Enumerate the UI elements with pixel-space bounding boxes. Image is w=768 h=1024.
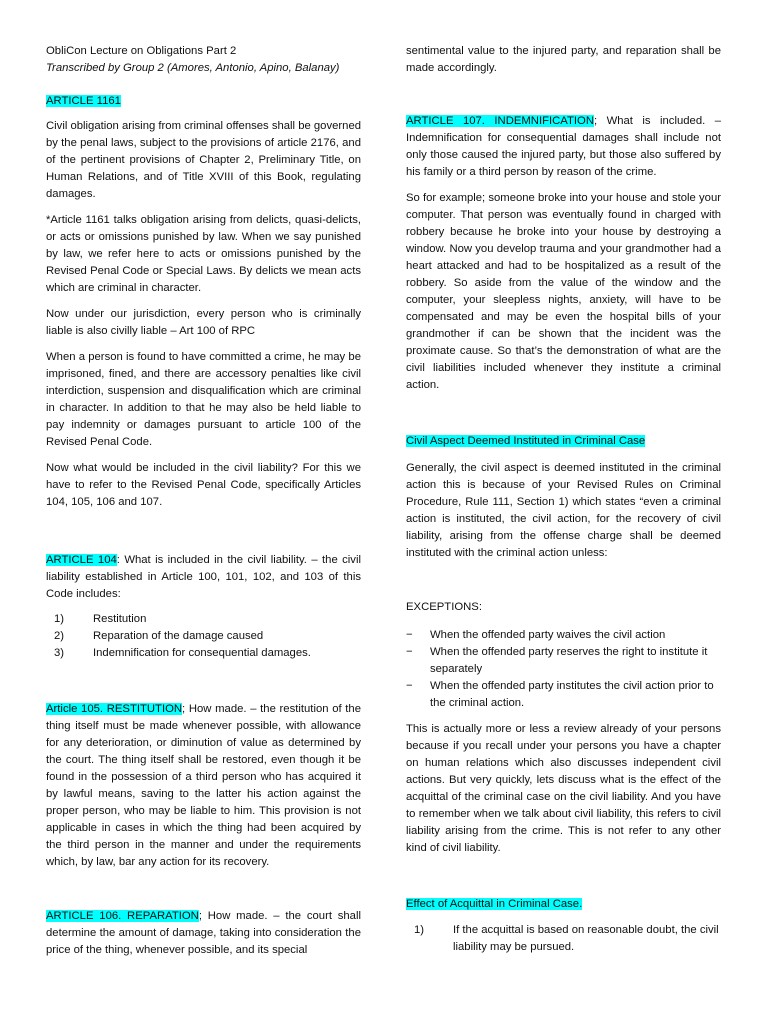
dash-bullet: − bbox=[406, 646, 413, 658]
list-number: 2) bbox=[54, 630, 65, 642]
dash-bullet: − bbox=[406, 629, 413, 641]
article-106-paragraph bbox=[46, 908, 361, 959]
list-text: When the offended party reserves the right to institute it separately bbox=[430, 646, 708, 675]
list-text: Indemnification for consequential damages. bbox=[93, 647, 311, 659]
article-104-section bbox=[46, 552, 361, 662]
article-107-text: ; What is included. – Indemnification for consequential damages shall include not only those caused the injured party, but those also suffered by his family or a third person by reason of the crime. bbox=[406, 115, 721, 178]
article-105-section bbox=[46, 701, 361, 880]
list-item bbox=[406, 644, 721, 678]
list-text: When the offended party waives the civil action bbox=[430, 629, 666, 641]
article-107-paragraph bbox=[406, 113, 721, 181]
list-text: Restitution bbox=[93, 613, 147, 625]
list-text: If the acquittal is based on reasonable doubt, the civil liability may be pursued. bbox=[453, 924, 719, 953]
list-number: 3) bbox=[54, 647, 65, 659]
article-105-label: Article 105. RESTITUTION bbox=[46, 703, 183, 715]
article-106-text: ; How made. – the court shall determine the amount of damage, taking into consideration the price of the thing, whenever possible, and its special bbox=[46, 910, 361, 956]
list-number: 1) bbox=[54, 613, 65, 625]
list-item bbox=[46, 645, 361, 662]
article-107-label: ARTICLE 107. INDEMNIFICATION bbox=[406, 115, 594, 127]
list-text: When the offended party institutes the civil action prior to the criminal action. bbox=[430, 680, 714, 709]
article-1161-heading: ARTICLE 1161 bbox=[46, 95, 121, 107]
exceptions-list bbox=[406, 627, 721, 712]
note-paragraph-4: Now what would be included in the civil liability? For this we have to refer to the Revised Penal Code, specifically Articles 104, 105, 106 and 107. bbox=[46, 462, 361, 508]
article-106-continuation bbox=[406, 43, 721, 86]
article-106-label: ARTICLE 106. REPARATION bbox=[46, 910, 199, 922]
acquittal-section bbox=[406, 896, 721, 913]
list-item bbox=[46, 628, 361, 645]
article-105-paragraph bbox=[46, 701, 361, 871]
left-body-1 bbox=[46, 118, 361, 520]
acquittal-heading: Effect of Acquittal in Criminal Case. bbox=[406, 898, 583, 910]
article-107-section bbox=[406, 113, 721, 403]
article-104-paragraph bbox=[46, 552, 361, 603]
article-104-text: : What is included in the civil liability. – the civil liability established in Article 100, 101, 102, and 103 of this Code includes: bbox=[46, 554, 361, 600]
document-subtitle: Transcribed by Group 2 (Amores, Antonio, Apino, Balanay) bbox=[46, 62, 340, 74]
article-106-cont-text: sentimental value to the injured party, and reparation shall be made accordingly. bbox=[406, 45, 721, 74]
article-106-section bbox=[46, 908, 361, 968]
document-title: ObliCon Lecture on Obligations Part 2 bbox=[46, 45, 237, 57]
civil-aspect-heading: Civil Aspect Deemed Instituted in Criminal Case bbox=[406, 435, 646, 447]
review-paragraph: This is actually more or less a review already of your persons because if you recall under your persons you have a chapter on human relations which also discusses independent civil actions. But very quickly, lets discuss what is the effect of the acquittal of the criminal case on the civil liability. And you have to remember when we talk about civil liability, this refers to civil liability arising from the crime. This is not refer to any other kind of civil liability. bbox=[406, 723, 721, 854]
civil-aspect-body bbox=[406, 460, 721, 571]
civil-aspect-section bbox=[406, 433, 721, 450]
document-header bbox=[46, 43, 366, 77]
example-paragraph: So for example; someone broke into your house and stole your computer. That person was eventually found in charged with robbery because he broke into your house by destroying a window. Now you develop trauma and your grandmother had a heart attacked and had to be hospitalized as a result of the robbery. So aside from the value of the window and the computer, your sleepless nights, anxiety, will have to be compensated and may be even the hospital bills of your grandmother if can be shown that the incident was the proximate cause. So that’s the demonstration of what are the civil liabilities included whenever they institute a criminal action. bbox=[406, 192, 721, 391]
list-item bbox=[406, 627, 721, 644]
note-paragraph-2: Now under our jurisdiction, every person who is criminally liable is also civilly liable – Art 100 of RPC bbox=[46, 308, 361, 337]
acquittal-list-wrap bbox=[406, 922, 721, 956]
list-text: Reparation of the damage caused bbox=[93, 630, 264, 642]
list-item bbox=[46, 611, 361, 628]
note-paragraph-1: *Article 1161 talks obligation arising from delicts, quasi-delicts, or acts or omissions punished by law. When we say punished by law, we refer here to acts or omissions punished by the Revised Penal Code or Special Laws. By delicts we mean acts which are criminal in character. bbox=[46, 214, 361, 294]
list-item bbox=[406, 922, 721, 956]
list-item bbox=[406, 678, 721, 712]
list-number: 1) bbox=[414, 924, 425, 936]
exceptions-section bbox=[406, 599, 721, 712]
article-104-list bbox=[46, 611, 361, 662]
note-paragraph-3: When a person is found to have committed a crime, he may be imprisoned, fined, and there are accessory penalties like civil interdiction, suspension and disqualification which are criminal in character. In addition to that he may also be held liable to pay indemnity or damages pursuant to article 100 of the Revised Penal Code. bbox=[46, 351, 361, 448]
article-105-text: ; How made. – the restitution of the thing itself must be made whenever possible, with allowance for any deterioration, or diminution of value as determined by the court. The thing itself shall be restored, even though it be found in the possession of a third person who has acquired it by lawful means, saving to the latter his action against the proper person, who may be liable to him. This provision is not applicable in cases in which the thing had been acquired by the third person in the manner and under the requirements which, by law, bar any action for its recovery. bbox=[46, 703, 361, 868]
article-104-label: ARTICLE 104 bbox=[46, 554, 117, 566]
exceptions-label: EXCEPTIONS: bbox=[406, 601, 482, 613]
article-1161-text: Civil obligation arising from criminal offenses shall be governed by the penal laws, subject to the provisions of article 2176, and of the pertinent provisions of Chapter 2, Preliminary Title, on Human Relations, and of Title XVIII of this Book, regulating damages. bbox=[46, 120, 362, 200]
article-1161-section bbox=[46, 93, 361, 110]
dash-bullet: − bbox=[406, 680, 413, 692]
acquittal-list bbox=[406, 922, 721, 956]
review-section bbox=[406, 721, 721, 866]
civil-aspect-text: Generally, the civil aspect is deemed instituted in the criminal action this is because of your Revised Rules on Criminal Procedure, Rule 111, Section 1) which states “even a criminal action is instituted, the civil action, for the recovery of civil liability, arising from the offense charge shall be deemed instituted with the criminal action unless: bbox=[406, 462, 721, 559]
